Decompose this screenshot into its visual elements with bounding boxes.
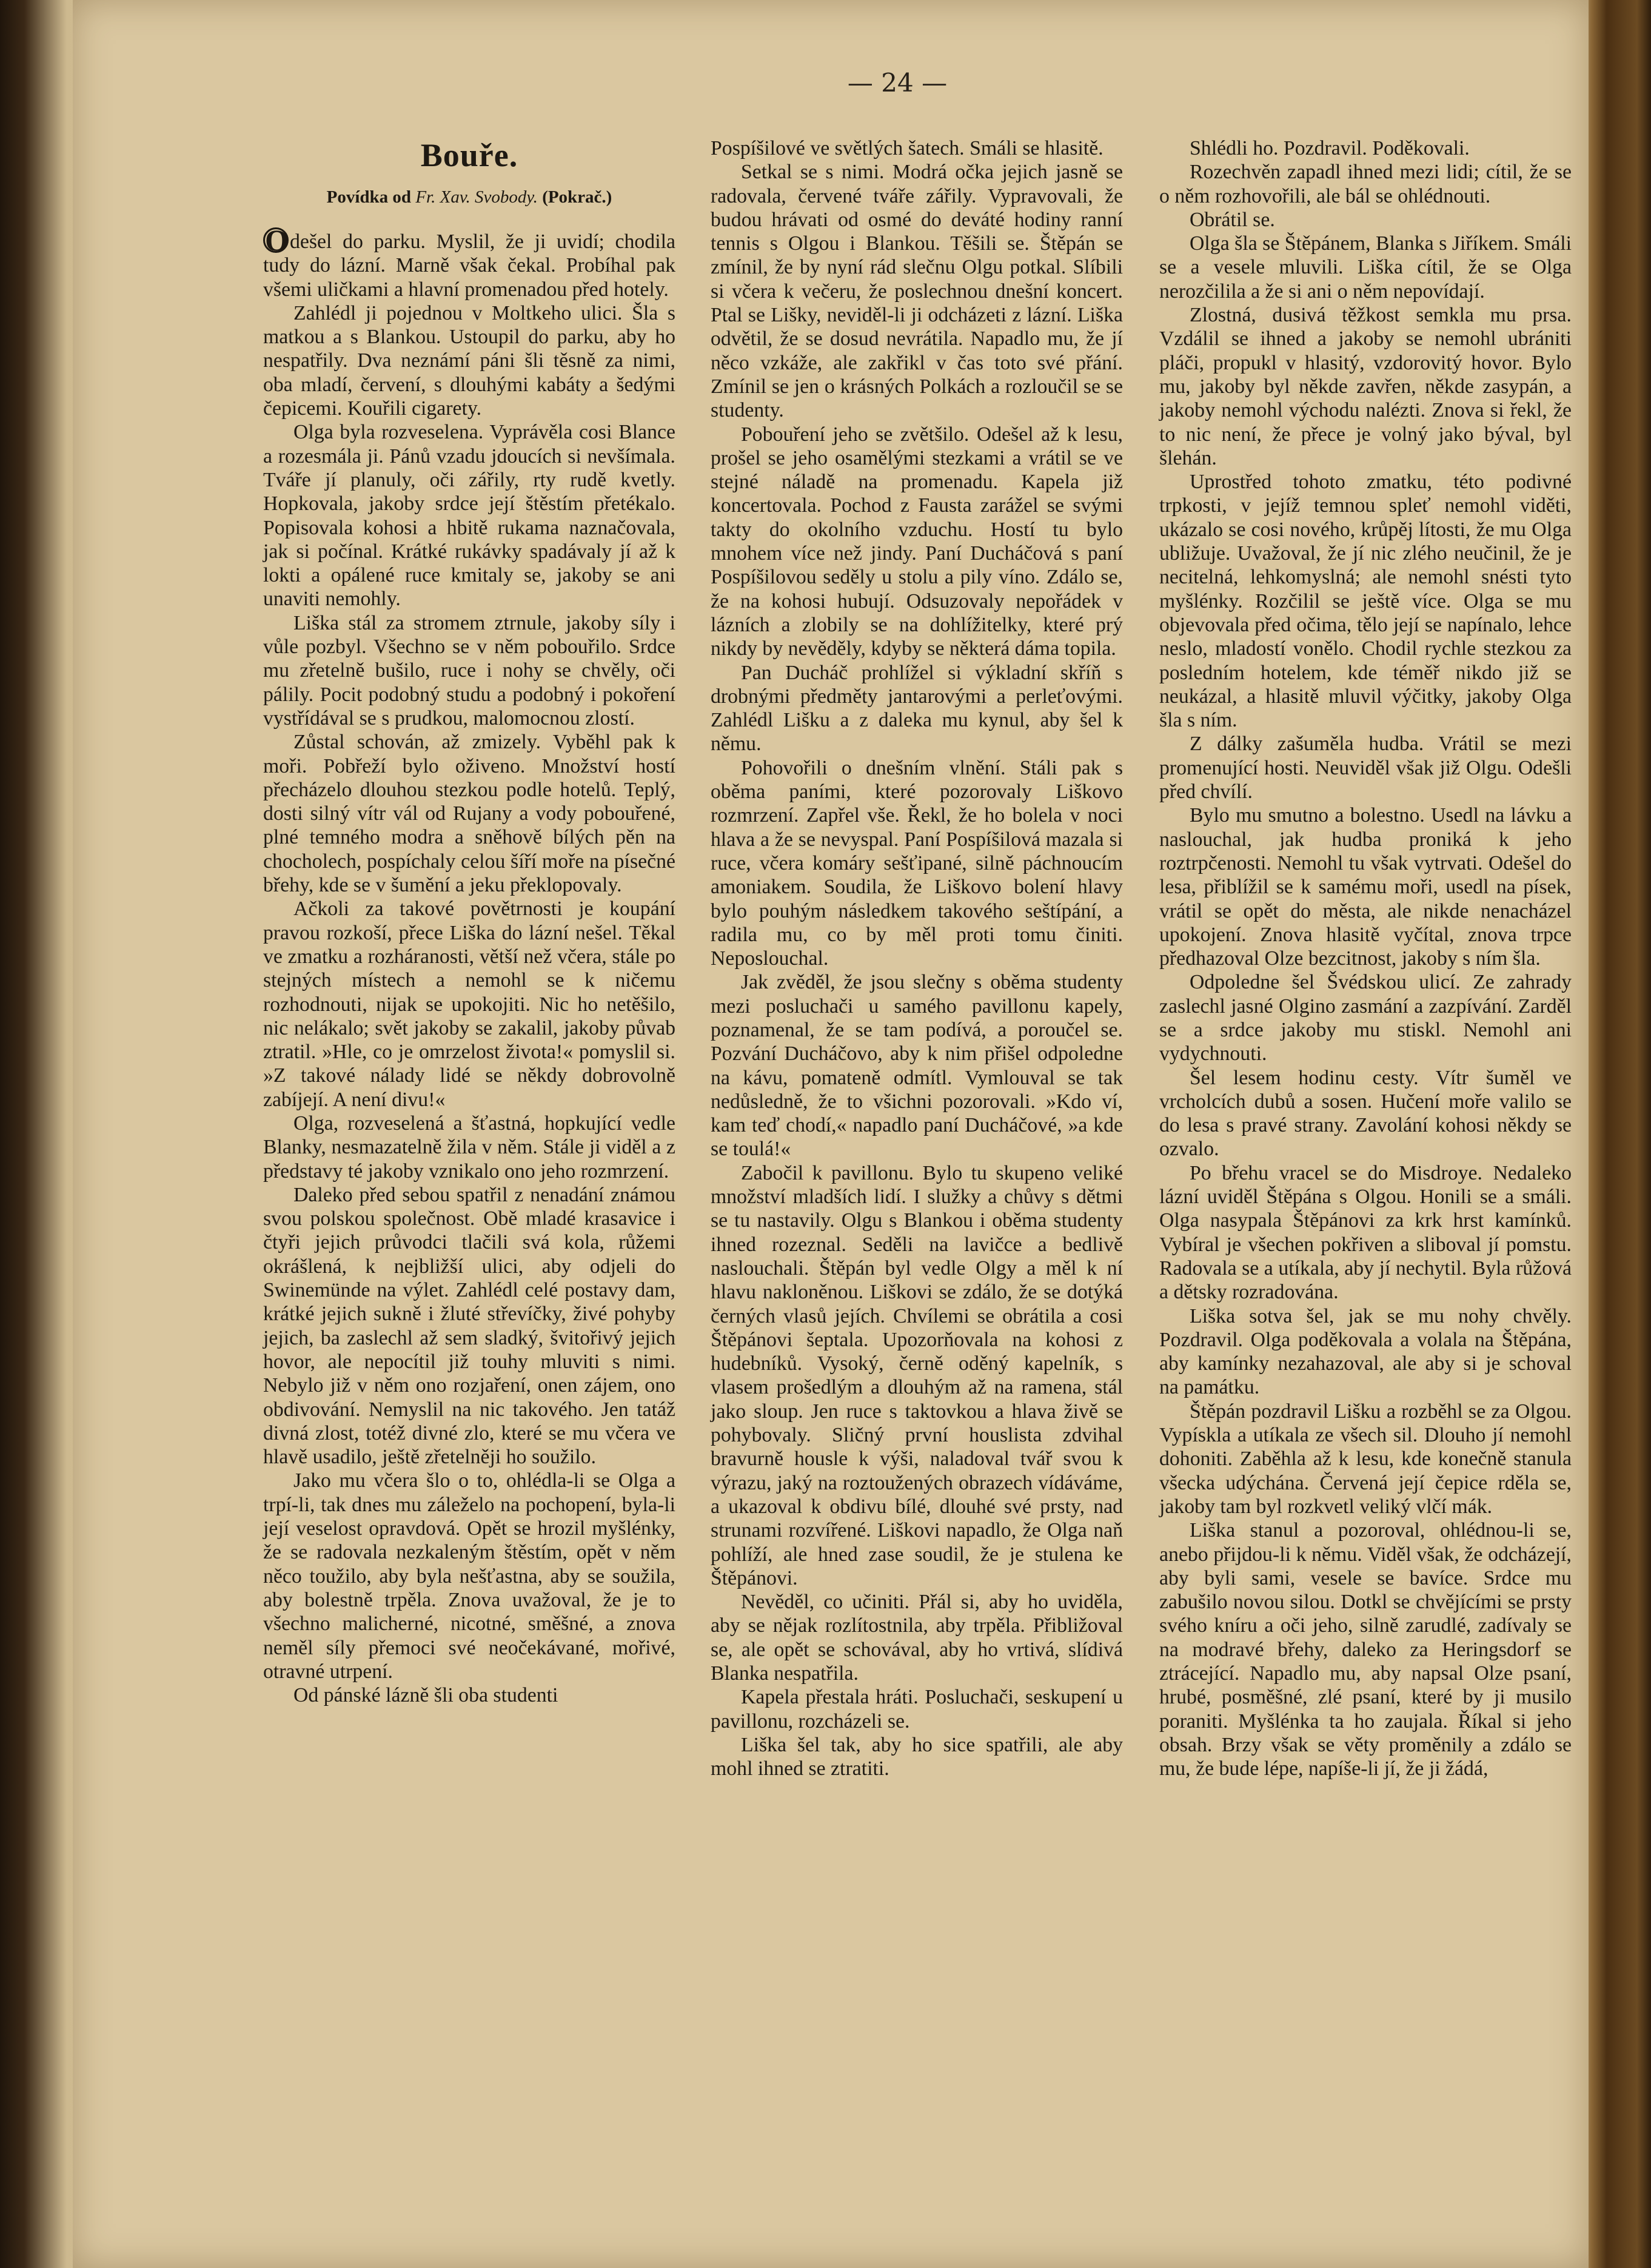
page-number: — 24 — [847, 68, 948, 98]
paragraph: Jak zvěděl, že jsou slečny s oběma studenty mezi posluchači u samého pavillonu kapely, poznamenal, že se tam podívá, a poroučel se. Pozvání Ducháčovo, aby k nim přišel odpoledne na kávu, pomateně odmítl. Vymlouval se tak nedůsledně, že to všichni pozorovali. »Kdo ví, kam teď chodí,« napadlo paní Ducháčové, »a kde se toulá!« [711, 971, 1123, 1161]
paragraph: Pobouření jeho se zvětšilo. Odešel až k lesu, prošel se jeho osamělými stezkami a vrátil se ve stejné náladě na promenadu. Kapela již koncertovala. Pochod z Fausta zarážel se svými takty do okolního vzduchu. Hostí tu bylo mnohem více než jindy. Paní Ducháčová s paní Pospíšilovou seděly u stolu a pily víno. Zdálo se, že na kohosi hubují. Odsuzovaly nepořádek v lázních a zlobily se na dohlížitelky, které prý nikdy by nevěděly, kdyby se některá dáma topila. [711, 423, 1123, 660]
paragraph: Odpoledne šel Švédskou ulicí. Ze zahrady zaslechl jasné Olgino zasmání a zazpívání. Zarděl se a srdce jakoby mu stiskl. Nemohl ani vydychnouti. [1159, 971, 1572, 1065]
paragraph: Uprostřed tohoto zmatku, této podivné trpkosti, v jejíž temnou spleť nemohl viděti, ukázalo se cosi nového, krůpěj lítosti, že mu Olga ubližuje. Uvažoval, že jí nic zlého neučinil, že je necitelná, lehkomyslná; ale nemohl snésti tyto myšlénky. Rozčilil se ještě více. Olga se mu objevovala před očima, tělo její se napínalo, lehce neslo, mladostí vonělo. Chodil rychle stezkou za posledním hotelem, kde téměř nikdo již se neukázal, a hlasitě mluvil výčitky, jakoby Olga šla s ním. [1159, 471, 1572, 732]
byline-prefix: Povídka od [326, 187, 412, 207]
paragraph: Liška šel tak, aby ho sice spatřili, ale aby mohl ihned se ztratiti. [711, 1733, 1123, 1780]
article-title: Bouře. [420, 137, 518, 173]
paragraph: Kapela přestala hráti. Posluchači, seskupení u pavillonu, rozcházeli se. [711, 1686, 1123, 1733]
column-2 [711, 136, 1123, 1780]
paragraph: Rozechvěn zapadl ihned mezi lidi; cítil, že se o něm rozhovořili, ale bál se ohlédnouti. [1159, 161, 1572, 207]
paragraph: Setkal se s nimi. Modrá očka jejich jasně se radovala, červené tváře zářily. Vypravovali, že budou hrávati od osmé do deváté hodiny ranní tennis s Olgou i Blankou. Těšili se. Štěpán se zmínil, že by nyní rád slečnu Olgu potkal. Slíbili si včera k večeru, že poslechnou dnešní koncert. Ptal se Lišky, neviděl-li ji odcházeti z lázní. Liška odvětil, že se dosud nevrátila. Napadlo mu, že jí něco vzkáže, ale zakřikl v čas toto své přání. Zmínil se jen o krásných Polkách a rozloučil se se studenty. [711, 161, 1123, 422]
byline-suffix: (Pokrač.) [542, 187, 612, 207]
paragraph: Obrátil se. [1190, 208, 1275, 231]
paragraph: Štěpán pozdravil Lišku a rozběhl se za Olgou. Vypískla a utíkala ze všech sil. Dlouho jí nemohl dohoniti. Zaběhla až k lesu, kde konečně stanula všecka udýchána. Červená její čepice rděla se, jakoby tam byl rozkvetl veliký vlčí mák. [1159, 1400, 1572, 1518]
paragraph: Jako mu včera šlo o to, ohlédla-li se Olga a trpí-li, tak dnes mu záleželo na pochopení, byla-li její veselost opravdová. Opět se hrozil myšlénky, že se radovala nezkaleným štěstím, opět v něm něco toužilo, aby byla nešťastna, aby se soužila, aby bolestně trpěla. Znova uvažoval, že je to všechno malicherné, nicotné, směšné, a znova neměl síly přemoci své neočekávané, mořivé, otravné utrpení. [263, 1469, 675, 1683]
paragraph: Zůstal schován, až zmizely. Vyběhl pak k moři. Pobřeží bylo oživeno. Množství hostí přecházelo dlouhou stezkou podle hotelů. Teplý, dosti silný vítr vál od Rujany a vody pobouřené, plné temného modra a sněhově bílých pěn na chocholech, pospíchaly celou šíří moře na písečné břehy, kde se v šumění a jeku překlopovaly. [263, 731, 675, 897]
paragraph: Olga byla rozveselena. Vyprávěla cosi Blance a rozesmála ji. Pánů vzadu jdoucích si nevšímala. Tváře jí planuly, oči zářily, rty rudě kvetly. Hopkovala, jakoby srdce její štěstím přetékalo. Popisovala kohosi a hbitě rukama naznačovala, jak si počínal. Krátké rukávky spadávaly jí až k lokti a opálené ruce kmitaly se, jakoby se ani unaviti nemohly. [263, 421, 675, 611]
byline-author: Fr. Xav. Svobody. [415, 187, 538, 207]
paragraph: Olga šla se Štěpánem, Blanka s Jiříkem. Smáli se a vesele mluvili. Liška cítil, že se Olga nerozčilila a že si ani o něm nepovídají. [1159, 232, 1572, 303]
paragraph: Shlédli ho. Pozdravil. Poděkovali. [1190, 137, 1470, 159]
newspaper-page [73, 0, 1589, 2268]
paragraph: Zabočil k pavillonu. Bylo tu skupeno veliké množství mladších lidí. I služky a chůvy s dětmi se tu nastavily. Olgu s Blankou i oběma studenty ihned rozeznal. Seděli na lavičce a bedlivě naslouchali. Štěpán byl vedle Olgy a měl k ní hlavu nakloněnou. Liškovi se zdálo, že se dotýká černých vlasů jejích. Chvílemi se obrátila a cosi Štěpánovi šeptala. Upozorňovala na kohosi z hudebníků. Vysoký, černě oděný kapelník, s vlasem prošedlým a dlouhým až na ramena, stál jako sloup. Jen ruce s taktovkou a hlava živě se pohybovaly. Sličný první houslista zdvihal bravurně housle k výši, naladoval tvář svou k výrazu, jaký na roztoužených obrazech vídáváme, a ukazoval k obdivu bílé, dlouhé své prsty, nad strunami rozvířené. Liškovi napadlo, že Olga naň pohlíží, ale hned zase soudil, že je stulena ke Štěpánovi. [711, 1161, 1123, 1589]
paragraph: Bylo mu smutno a bolestno. Usedl na lávku a naslouchal, jak hudba proniká k jeho roztrpčenosti. Nemohl tu však vytrvati. Odešel do lesa, přiblížil se k samému moři, usedl na písek, vrátil se opět do města, ale nikde nenacházel upokojení. Znova hlasitě vyčítal, znova trpce předhazoval Olze bezcitnost, jakoby s ním šla. [1159, 804, 1572, 970]
paragraph: Pan Ducháč prohlížel si výkladní skříň s drobnými předměty jantarovými a perleťovými. Zahlédl Lišku a z daleka mu kynul, aby šel k němu. [711, 661, 1123, 756]
paragraph: Zlostná, dusivá těžkost semkla mu prsa. Vzdálil se ihned a jakoby se nemohl ubrániti pláči, propukl v hlasitý, vzdorovitý hovor. Bylo mu, jakoby byl někde zavřen, někde zasypán, a jakoby nemohl východu nalézti. Znova si řekl, že to nic není, že přece je volný jako býval, byl šlehán. [1159, 304, 1572, 469]
paragraph: Pohovořili o dnešním vlnění. Stáli pak s oběma paními, které pozorovaly Liškovo rozmrzení. Zapřel vše. Řekl, že ho bolela v noci hlava a že se nevyspal. Paní Pospíšilová mazala si ruce, včera komáry sešťipané, silně páchnoucím amoniakem. Soudila, že Liškovo bolení hlavy bylo pouhým následkem takového seštípání, a radila mu, co by měl proti tomu činiti. Neposlouchal. [711, 756, 1123, 970]
article-byline [263, 185, 675, 209]
paragraph: Po břehu vracel se do Misdroye. Nedaleko lázní uviděl Štěpána s Olgou. Honili se a smáli. Olga nasypala Štěpánovi za krk hrst kamínků. Vybíral je všechen pokřiven a sliboval jí pomstu. Radovala se a utíkala, aby jí nechytil. Byla růžová a dětsky rozradována. [1159, 1161, 1572, 1304]
paragraph: Olga, rozveselená a šťastná, hopkující vedle Blanky, nesmazatelně žila v něm. Stále ji viděl a z představy té jakoby vznikalo ono jeho rozmrzení. [263, 1112, 675, 1183]
column-1 [263, 136, 675, 1707]
paragraph: Z dálky zašuměla hudba. Vrátil se mezi promenující hosti. Neuviděl však již Olgu. Odešli před chvílí. [1159, 733, 1572, 804]
paragraph: Liška stál za stromem ztrnule, jakoby síly i vůle pozbyl. Všechno se v něm pobouřilo. Srdce mu zřetelně bušilo, ruce i nohy se chvěly, oči pálily. Pocit podobný studu a podobný i pokoření vystřídával se s prudkou, malomocnou zlostí. [263, 611, 675, 730]
paragraph: Zahlédl ji pojednou v Moltkeho ulici. Šla s matkou a s Blankou. Ustoupil do parku, aby ho nespatřily. Dva neznámí páni šli těsně za nimi, oba mladí, červení, s dlouhými kabáty a šedými čepicemi. Kouřili cigarety. [263, 301, 675, 420]
column-3 [1159, 136, 1572, 1780]
paragraph: Od pánské lázně šli oba studenti [293, 1684, 558, 1707]
paragraph: Odešel do parku. Myslil, že ji uvidí; chodila tudy do lázní. Marně však čekal. Probíhal pak všemi uličkami a hlavní promenadou před hotely. [263, 223, 675, 301]
drop-cap: O [263, 227, 289, 253]
paragraph: Pospíšilové ve světlých šatech. Smáli se hlasitě. [711, 137, 1103, 159]
paragraph: Daleko před sebou spatřil z nenadání známou svou polskou společnost. Obě mladé krasavice i čtyři jejich průvodci tlačili svá kola, růžemi okrášlená, k nejbližší ulici, aby odjeli do Swinemünde na výlet. Zahlédl celé postavy dam, krátké jejich sukně i žluté střevíčky, živé pohyby jejich, ba zaslechl až sem sladký, švitořivý jejich hovor, ale nepocítil již touhy mluviti s nimi. Nebylo již v něm ono rozjaření, onen zájem, ono obdivování. Nemyslil na nic takového. Jen tatáž divná zlost, totéž divné zlo, které se mu včera ve hlavě usadilo, ještě zřetelněji ho soužilo. [263, 1183, 675, 1469]
paragraph: Liška stanul a pozoroval, ohlédnou-li se, anebo přijdou-li k němu. Viděl však, že odcházejí, aby byli sami, vesele se bavíce. Srdce mu zabušilo novou silou. Dotkl se chvějícími se prsty svého kníru a oči jeho, silně zarudlé, zadívaly se na modravé břehy, daleko za Heringsdorf se ztrácející. Napadlo mu, aby napsal Olze psaní, hrubé, posměšné, zlé psaní, které by ji musilo poraniti. Myšlénka ta ho zaujala. Říkal si jeho obsah. Brzy však se věty proměnily a zdálo se mu, že bude lépe, napíše-li jí, že ji žádá, [1159, 1519, 1572, 1780]
paragraph: Liška sotva šel, jak se mu nohy chvěly. Pozdravil. Olga poděkovala a volala na Štěpána, aby kamínky nezahazoval, ale aby si je schoval na památku. [1159, 1304, 1572, 1399]
paragraph: Ačkoli za takové povětrnosti je koupání pravou rozkoší, přece Liška do lázní nešel. Těkal ve zmatku a rozháranosti, větší než včera, stále po stejných místech a nemohl se k ničemu rozhodnouti, nijak se upokojiti. Nic ho netěšilo, nic nelákalo; svět jakoby se zakalil, jakoby půvab ztratil. »Hle, co je omrzelost života!« pomyslil si. »Z takové nálady lidé se někdy dobrovolně zabíjejí. A není divu!« [263, 897, 675, 1111]
paragraph: Nevěděl, co učiniti. Přál si, aby ho uviděla, aby se nějak rozlítostnila, aby trpěla. Přibližoval se, ale opět se schovával, aby ho vrtivá, slídivá Blanka nespatřila. [711, 1591, 1123, 1685]
paragraph: Šel lesem hodinu cesty. Vítr šuměl ve vrcholcích dubů a sosen. Hučení moře valilo se do lesa s pravé strany. Zavolání kohosi někdy se ozvalo. [1159, 1066, 1572, 1161]
